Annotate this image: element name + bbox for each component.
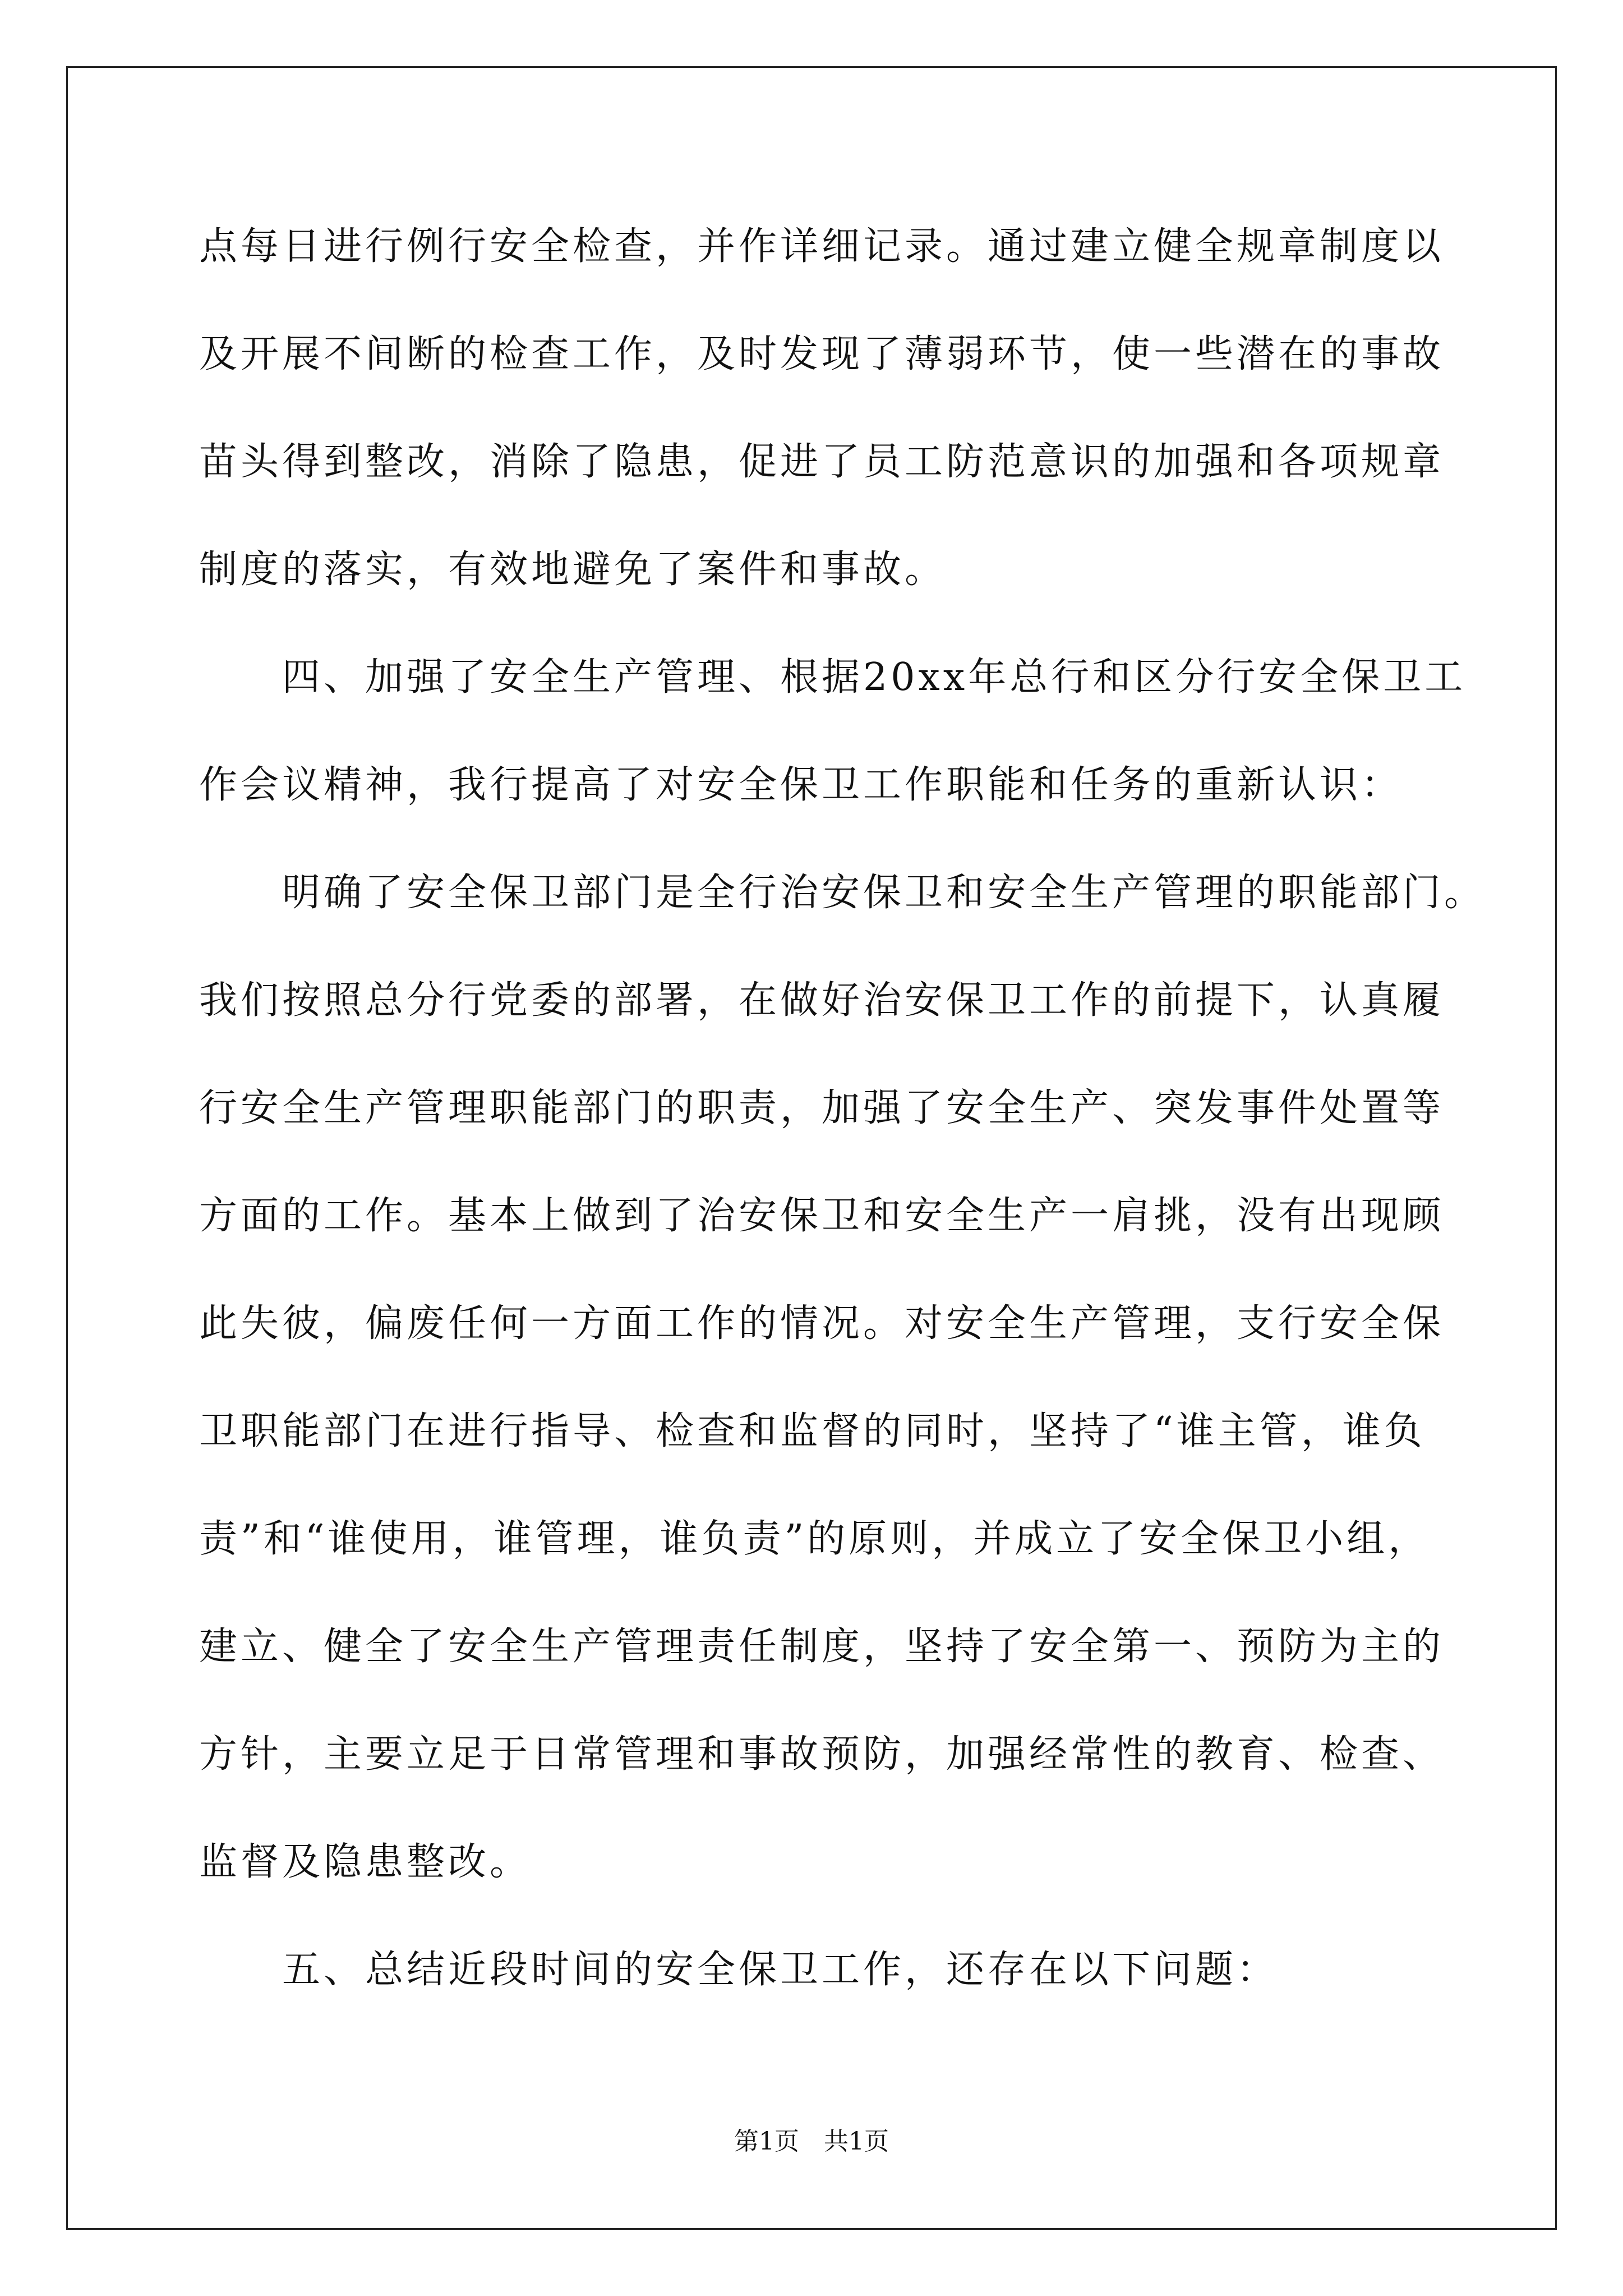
paragraph-line: 方针，主要立足于日常管理和事故预防，加强经常性的教育、检查、 — [199, 1732, 1445, 1777]
paragraph-line: 行安全生产管理职能部门的职责，加强了安全生产、突发事件处置等 — [199, 1086, 1445, 1130]
paragraph-line: 明确了安全保卫部门是全行治安保卫和安全生产管理的职能部门。 — [199, 871, 1486, 915]
paragraph-line: 制度的落实，有效地避免了案件和事故。 — [199, 547, 947, 592]
paragraph-line: 及开展不间断的检查工作，及时发现了薄弱环节，使一些潜在的事故 — [199, 332, 1445, 376]
paragraph-line: 责”和“谁使用，谁管理，谁负责”的原则，并成立了安全保卫小组， — [199, 1517, 1430, 1561]
paragraph-line: 卫职能部门在进行指导、检查和监督的同时，坚持了“谁主管，谁负 — [199, 1409, 1426, 1453]
paragraph-line: 建立、健全了安全生产管理责任制度，坚持了安全第一、预防为主的 — [199, 1625, 1445, 1669]
paragraph-line: 此失彼，偏废任何一方面工作的情况。对安全生产管理，支行安全保 — [199, 1301, 1445, 1346]
page-footer: 第1页 共1页 — [734, 2127, 889, 2156]
page-border — [66, 66, 1557, 2230]
paragraph-line: 四、加强了安全生产管理、根据20xx年总行和区分行安全保卫工 — [199, 655, 1467, 700]
paragraph-line: 方面的工作。基本上做到了治安保卫和安全生产一肩挑，没有出现顾 — [199, 1194, 1445, 1238]
paragraph-line: 监督及隐患整改。 — [199, 1840, 532, 1884]
paragraph-line: 我们按照总分行党委的部署，在做好治安保卫工作的前提下，认真履 — [199, 978, 1445, 1023]
paragraph-line: 点每日进行例行安全检查，并作详细记录。通过建立健全规章制度以 — [199, 224, 1445, 269]
paragraph-line: 五、总结近段时间的安全保卫工作，还存在以下问题： — [199, 1948, 1279, 1992]
paragraph-line: 作会议精神，我行提高了对安全保卫工作职能和任务的重新认识： — [199, 763, 1403, 807]
paragraph-line: 苗头得到整改，消除了隐患，促进了员工防范意识的加强和各项规章 — [199, 440, 1445, 484]
